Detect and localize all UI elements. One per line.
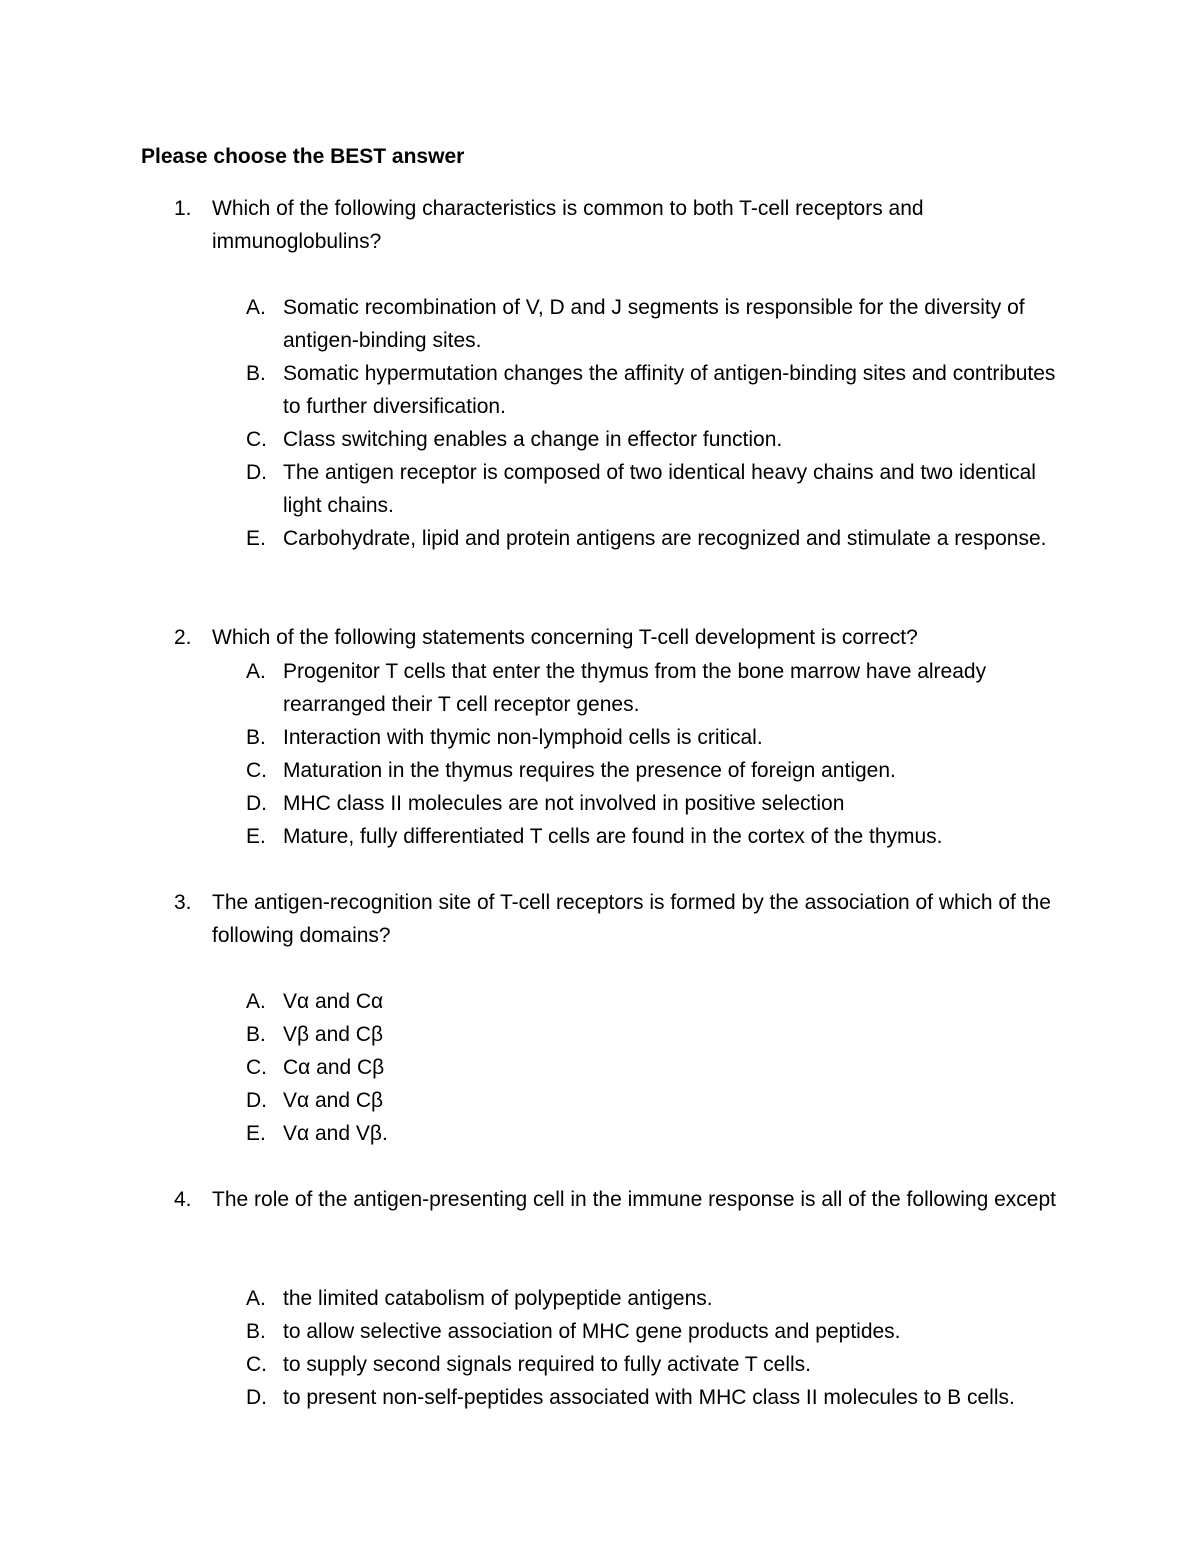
question-number: 1. — [174, 197, 192, 220]
option-text: the limited catabolism of polypeptide antigens. — [283, 1287, 713, 1310]
option-letter: E. — [246, 825, 266, 848]
option-letter: A. — [246, 1287, 266, 1310]
option-text: Somatic hypermutation changes the affinity of antigen-binding sites and contributes to further diversification. — [283, 362, 1056, 418]
question-text: Which of the following characteristics is common to both T-cell receptors and immunoglobulins? — [212, 197, 924, 253]
option-text: Vα and Vβ. — [283, 1122, 388, 1145]
option-letter: C. — [246, 428, 267, 451]
option-letter: B. — [246, 726, 266, 749]
option-text: Vα and Cβ — [283, 1089, 384, 1112]
option-text: to present non-self-peptides associated with MHC class II molecules to B cells. — [283, 1386, 1015, 1409]
option-text: Vβ and Cβ — [283, 1023, 384, 1046]
option-letter: B. — [246, 1320, 266, 1343]
option-text: The antigen receptor is composed of two identical heavy chains and two identical light chains. — [283, 461, 1036, 517]
question-number: 3. — [174, 891, 192, 914]
option-letter: E. — [246, 1122, 266, 1145]
option-letter: D. — [246, 1386, 267, 1409]
option-text: to supply second signals required to fully activate T cells. — [283, 1353, 812, 1376]
option-text: MHC class II molecules are not involved in positive selection — [283, 792, 845, 815]
option-letter: D. — [246, 1089, 267, 1112]
question-number: 2. — [174, 626, 192, 649]
option-text: Somatic recombination of V, D and J segments is responsible for the diversity of antigen-binding sites. — [283, 296, 1025, 352]
option-text: Progenitor T cells that enter the thymus from the bone marrow have already rearranged their T cell receptor genes. — [283, 660, 987, 716]
option-text: Class switching enables a change in effector function. — [283, 428, 783, 451]
option-text: to allow selective association of MHC gene products and peptides. — [283, 1320, 901, 1343]
option-letter: D. — [246, 792, 267, 815]
option-text: Mature, fully differentiated T cells are found in the cortex of the thymus. — [283, 825, 943, 848]
option-letter: A. — [246, 990, 266, 1013]
option-text: Vα and Cα — [283, 990, 384, 1013]
option-letter: B. — [246, 362, 266, 385]
option-text: Maturation in the thymus requires the presence of foreign antigen. — [283, 759, 896, 782]
option-letter: C. — [246, 1056, 267, 1079]
option-letter: C. — [246, 1353, 267, 1376]
option-text: Interaction with thymic non-lymphoid cells is critical. — [283, 726, 763, 749]
option-letter: D. — [246, 461, 267, 484]
question-text: The role of the antigen-presenting cell in the immune response is all of the following except — [212, 1188, 1056, 1211]
question-text: The antigen-recognition site of T-cell receptors is formed by the association of which of the following domains? — [212, 891, 1051, 947]
question-number: 4. — [174, 1188, 192, 1211]
option-text: Carbohydrate, lipid and protein antigens are recognized and stimulate a response. — [283, 527, 1047, 550]
option-letter: E. — [246, 527, 266, 550]
question-text: Which of the following statements concerning T-cell development is correct? — [212, 626, 918, 649]
option-letter: A. — [246, 296, 266, 319]
page-heading: Please choose the BEST answer — [141, 145, 465, 168]
option-letter: B. — [246, 1023, 266, 1046]
option-text: Cα and Cβ — [283, 1056, 385, 1079]
option-letter: A. — [246, 660, 266, 683]
option-letter: C. — [246, 759, 267, 782]
